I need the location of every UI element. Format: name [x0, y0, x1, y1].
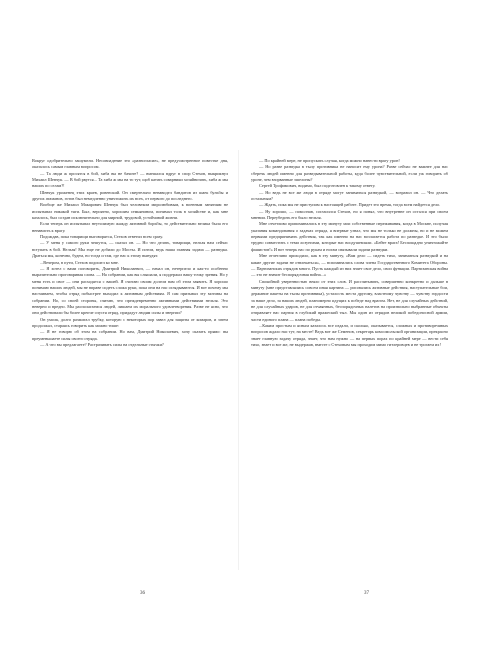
paragraph: Если теперь он испытывал неутолимую жажду активной борьбы, то действительно велика была его ненависть к врагу. — [32, 221, 228, 233]
paragraph: Вокруг одобрительно зашумели. Несовпадение это «разногласие», не предусмотренное повестке дня, оказалось самым главным вопросом. — [32, 158, 228, 170]
paragraph: Шевчук уроженец этих краев, ровенский. Он смертельно ненавидел бандитов из шаек бульбы и других атаманов, готов был немедленно уничтожить их всех, от первого до последнего. — [32, 189, 228, 202]
paragraph: — Ждать, пока мы не приступим к настоящей работе. Придет это время, тогда всем найдется дело. — [259, 202, 441, 208]
left-page-text — [32, 158, 228, 348]
paragraph: Подождав, пока товарищи выговорятся, Стехов ответил всем сразу. — [40, 234, 164, 240]
paragraph: Спокойной уверенностью веяло от этих слов. И рассчитывать, совершенно конкретно и дальше в минуту (мне представлялись совсем иная картина — рисовались активные действия, наступательные бои, держание пакеты на тылы противника), усталость места другому, властному чувству — чувству гордости за наше дело, за наших людей, планомерно идущих к победе над врагом. Нет, не для случайных действий, не для случайных ударов, не для отчаянных, беспорядочных налетов на произвольно выбранные объекты отправляет нас партия в глубокий вражеский тыл. Мы один из отрядов великой победоносной армии, части единого плана — плана победы. — [251, 278, 448, 322]
paragraph: — У меня у самого руки чешутся, — сказал он. — Но что делать, товарищи, нельзя нам сейчас вступать в бой. Нельзя! Мы еще не добили до Мосты. И потом, ведь наша главная задача — разведка. Драться мы, конечно, будем, но тогда и там, где нас к этому вынудят. — [32, 240, 228, 259]
paragraph: — А что вы предлагаете? Растрачивать силы на отдельные стычки? — [40, 341, 164, 347]
paragraph: — Я не говорю об этом на собрании. Но вам, Дмитрий Николаевич, хочу сказать прямо: вы преуменьшаете силы своего отряда. — [32, 329, 228, 341]
paragraph: Мне отчетливо припоминались в эту минуту мои собственные переживания, когда в Москве, получая указания командования о задачах отряда, я впервые узнал, что мы не только не должны, но и не можем первыми предпринимать действия, так как именно на нас возлагается работа по разведке. И это было трудно совместить с теми лозунгами, которые нас воодушевляли. «Бейте врага! Беспощадно уничтожайте фашистов!» И вот теперь нас по рукам и ногам связывали задачи разведки. — [251, 221, 448, 252]
paragraph: Мне отчетливо приходило, как в эту минуту, «Вам дело — сидеть тихо, заниматься разведкой и на какие другие задачи не отвлекаться», — вспоминались слова члена Государственного Комитета Обороны. — Партизанских отрядов много. Пусть каждый из них знает свое дело, свои функции. Партизанская война — это не значит беспорядочная война...» — [251, 253, 448, 278]
page-number-left: 36 — [140, 591, 145, 596]
paragraph: — По крайней мере, не пропускать случая, когда можно нанести врагу урон! — [259, 158, 400, 163]
page-gutter — [238, 150, 239, 570]
page-number-right: 37 — [364, 591, 369, 596]
paragraph: — Но разве разведка в тылу противника не наносит ему урона? Разве сейчас не важнее для нас сберечь людей именно для разведывательной работы, куда более чувствительной, если уж говорить об уроне, чем взорванные эшелоны? — [251, 164, 448, 183]
paragraph: Сергей Трофимович, видимо, был подготовлен к такому ответу. — [259, 183, 376, 189]
paragraph: — Ну хорошо, — помолчав, согласился Стехов, но я понял, что внутренне он остался при своем мнении. Переубедить его было нельзя. — [251, 208, 448, 221]
paragraph: Вообще же Михаил Макарович Шевчук был человеком миролюбивым, к военным занятиям не испытывал никакой тяги. Был, вероятно, хорошим семьянином, понимал толк в хозяйстве и, как мне казалось, был создан исключительно для мирной, трудовой, устойчивой жизни. — [32, 202, 228, 221]
paragraph: Он умолк, долго разжигал трубку, которую с некоторых пор завел для защиты от комаров, и затем продолжал, стараясь говорить как можно тише: — [32, 316, 228, 328]
paragraph: ...Вечером, в пути, Стехов подошел ко мне. — [40, 259, 119, 265]
right-page-text — [251, 158, 448, 348]
paragraph: — Но ведь не все же люди в отряде могут заниматься разведкой, — возразил он. — Что делать остальным? — [251, 189, 448, 202]
paragraph: ...Каким простым и ясным казалось все издали, и сколько, оказывается, сложных и противоречивых вопросов ждало нас тут, на месте! Ведь вот же Семенов, секретарь комсомольской организации, прекрасно знает главную задачу отряда, знает, что нам нужно — на первых порах по крайней мере — вести себя тихо, знает и все же, не выдержав, вместе с Стеховым мы проходим мимо гитлеровцев и не трогаем их! — [251, 322, 448, 347]
paragraph: — Я хотел с вами поговорить, Дмитрий Николаевич, — начал он, нетерпело и как-то особенно выразительно проговаривая слова. — На собрании, как вы слышали, я поддержал вашу точку зрения. Но у меня есть и свое — они расходятся с вашей. Я считаю своим долгом вам об этом заявить. Я хорошо понимаю наших людей, мы не вправе сидеть сложа руки, пока они на нас оглядываются. И вот почему мы настаиваем, чтобы отряд побыстрее выходил к активным действиям. Я сам призывал эту мотивы на собрании. Но, со своей стороны, считаю, что преждевременно активными действиями нельзя. Это неверно и вредно. Мы располагаемся людей, лишаем их морального удовлетворения. Разве не ясно, что они действовали бы более крепче спустя отряд, придадут людям силы и энергии? — [32, 265, 228, 316]
paragraph: — Та люди ж просятся в бой, хиба вы не бачите? — вмешался вдруг в спор Стехов, выкрикнул Михаил Шевчук. — В бой рвутся... Та хиба ж мы на то тут, щоб катать соварники хозяйничать, хиба ж мы наших по селам?! — [32, 170, 228, 189]
